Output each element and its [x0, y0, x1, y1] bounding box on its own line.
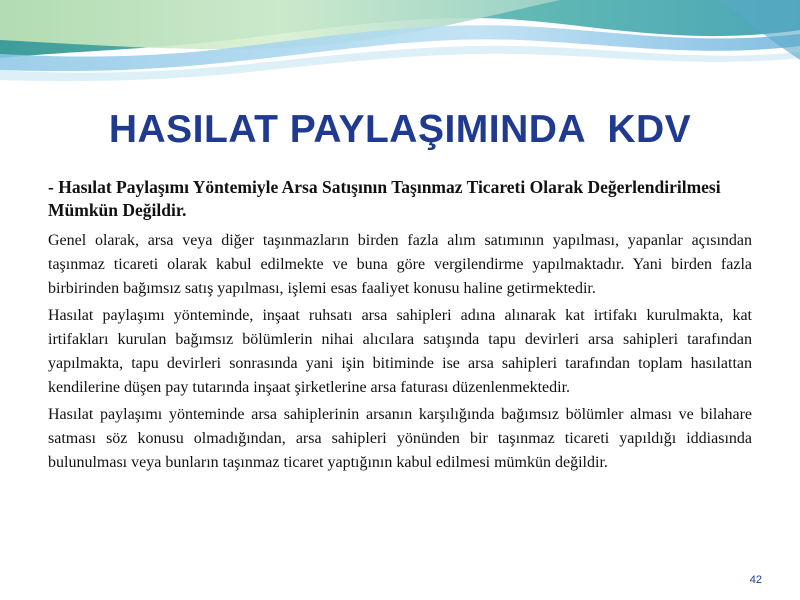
paragraph-1: Genel olarak, arsa veya diğer taşınmazların birden fazla alım satımının yapılması, yapanlar açısından taşınmaz ticareti olarak kabul edilmekte ve buna göre vergilendirme yapılmaktadır. Yani birden fazla birbirinden bağımsız satış yapılması, işlemi esas faaliyet konusu haline getirmektedir.: [48, 232, 752, 297]
paragraph-3: Hasılat paylaşımı yönteminde arsa sahiplerinin arsanın karşılığında bağımsız bölümler alması ve bilahare satması söz konusu olmadığından, arsa sahipleri yönünden bir taşınmaz ticareti yapıldığı iddiasında bulunulması veya bunların taşınmaz ticaret yaptığının kabul edilmesi mümkün değildir.: [48, 406, 752, 471]
slide-content: [48, 176, 752, 478]
subheading: - Hasılat Paylaşımı Yöntemiyle Arsa Satışının Taşınmaz Ticareti Olarak Değerlendirilmesi Mümkün Değildir.: [48, 177, 721, 220]
paragraph-2: Hasılat paylaşımı yönteminde, inşaat ruhsatı arsa sahipleri adına alınarak kat irtifakı kurulmakta, kat irtifakları kurulan bağımsız bölümlerin nihai alıcılara satışında tapu devirleri arsa sahipleri tarafından yapılmakta, tapu devirleri sonrasında yani işin bitiminde ise arsa sahipleri tarafından toplam hasılattan kendilerine düşen pay tutarında inşaat şirketlerine arsa faturası düzenlenmektedir.: [48, 307, 752, 396]
page-number: 42: [749, 574, 762, 586]
slide-title: HASILAT PAYLAŞIMINDA KDV: [108, 108, 692, 151]
decorative-wave-banner: [0, 0, 800, 110]
